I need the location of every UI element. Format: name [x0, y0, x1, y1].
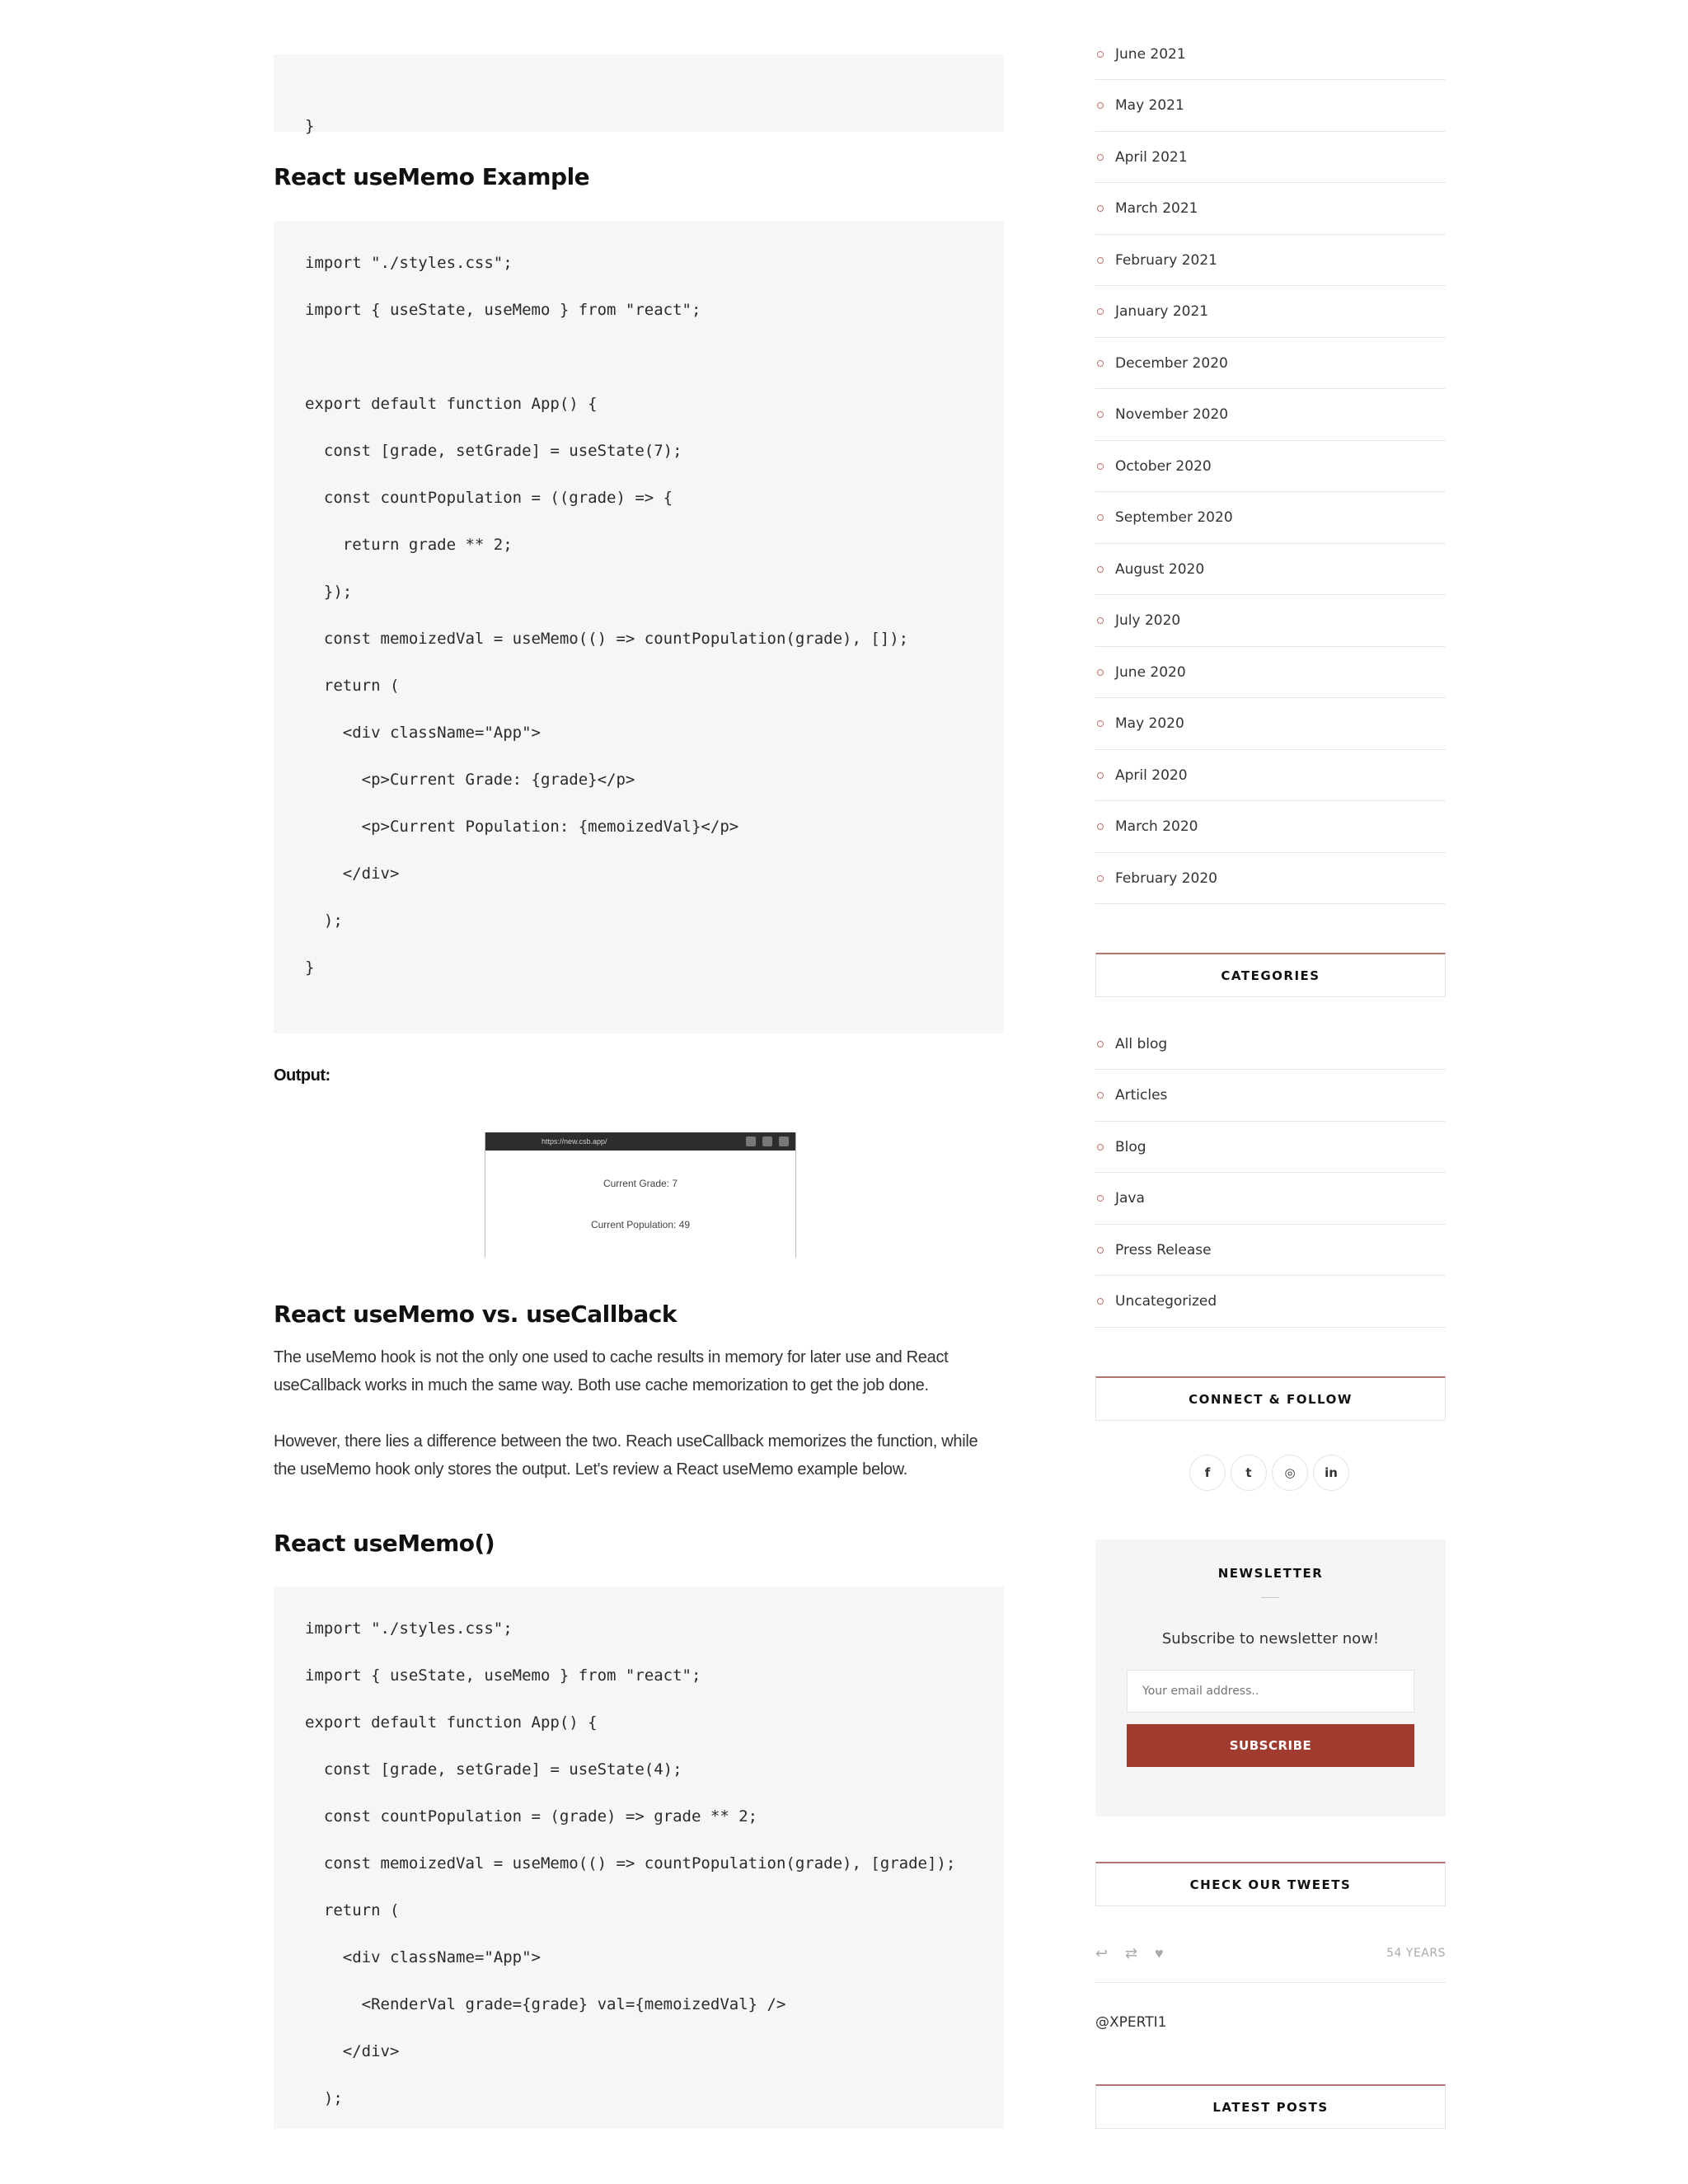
category-item-label: Press Release [1115, 1241, 1212, 1258]
browser-icon [746, 1137, 756, 1146]
archive-item[interactable] [1095, 441, 1446, 492]
archive-item[interactable] [1095, 853, 1446, 904]
bullet-icon [1097, 308, 1104, 315]
archive-item-label: May 2021 [1115, 97, 1184, 114]
code-line: ); [305, 912, 343, 930]
archive-item[interactable] [1095, 596, 1446, 647]
code-line: ); [305, 2089, 343, 2107]
category-item-label: All blog [1115, 1035, 1168, 1052]
code-line: import { useState, useMemo } from "react"; [305, 1666, 701, 1685]
code-line: <div className="App"> [305, 1948, 541, 1966]
archive-item-label: June 2021 [1115, 45, 1186, 63]
archive-item-label: October 2020 [1115, 457, 1212, 475]
archive-item[interactable] [1095, 29, 1446, 80]
facebook-icon[interactable]: f [1189, 1455, 1226, 1491]
code-line: const countPopulation = ((grade) => { [305, 489, 673, 507]
connect-follow-title: CONNECT & FOLLOW [1095, 1376, 1446, 1421]
category-item[interactable] [1095, 1225, 1446, 1276]
archive-item-label: March 2021 [1115, 200, 1198, 217]
reply-icon[interactable]: ↩ [1095, 1945, 1109, 1961]
code-line: <RenderVal grade={grade} val={memoizedVal} /> [305, 1995, 786, 2013]
code-line: <div className="App"> [305, 724, 541, 742]
latest-posts-title: LATEST POSTS [1095, 2084, 1446, 2129]
code-line: const countPopulation = (grade) => grade ** 2; [305, 1807, 758, 1825]
code-block-usememo [274, 1586, 1004, 2129]
code-line [305, 344, 973, 391]
code-line: </div> [305, 865, 400, 883]
code-line: const memoizedVal = useMemo(() => countPopulation(grade), [grade]); [305, 1854, 956, 1872]
code-block-usememo-example [274, 221, 1004, 1033]
bullet-icon [1097, 102, 1104, 109]
code-line: import "./styles.css"; [305, 254, 513, 272]
archive-item[interactable] [1095, 132, 1446, 183]
newsletter-title: NEWSLETTER [1217, 1566, 1324, 1581]
archive-item-label: June 2020 [1115, 663, 1186, 681]
linkedin-icon[interactable]: in [1313, 1455, 1349, 1491]
tweet-time: 54 YEARS [1386, 1947, 1446, 1960]
bullet-icon [1097, 463, 1104, 470]
archive-item-label: March 2020 [1115, 818, 1198, 835]
category-item[interactable] [1095, 1122, 1446, 1173]
archive-item[interactable] [1095, 287, 1446, 338]
bullet-icon [1097, 823, 1104, 830]
like-icon[interactable]: ♥ [1155, 1945, 1164, 1961]
code-line: import "./styles.css"; [305, 1619, 513, 1638]
archive-item-label: April 2021 [1115, 148, 1188, 166]
code-line: const memoizedVal = useMemo(() => countPopulation(grade), []); [305, 630, 909, 648]
categories-title: CATEGORIES [1095, 953, 1446, 997]
archive-item[interactable] [1095, 699, 1446, 750]
archive-item-label: July 2020 [1115, 612, 1181, 629]
category-item[interactable] [1095, 1071, 1446, 1122]
code-line: export default function App() { [305, 395, 598, 413]
code-line: }); [305, 583, 353, 601]
output-grade: Current Grade: 7 [603, 1178, 678, 1189]
bullet-icon [1097, 1092, 1104, 1099]
category-item-label: Java [1115, 1190, 1145, 1207]
tweet-actions [1095, 1937, 1446, 1983]
archive-item[interactable] [1095, 493, 1446, 544]
category-item-label: Uncategorized [1115, 1293, 1217, 1310]
bullet-icon [1097, 154, 1104, 161]
code-line: <p>Current Grade: {grade}</p> [305, 771, 635, 789]
instagram-icon[interactable]: ◎ [1272, 1455, 1308, 1491]
paragraph: However, there lies a difference between the two. Reach useCallback memorizes the function, while the useMemo hook only stores the output. Let's review a React useMemo example below. [274, 1432, 978, 1479]
section-heading: React useMemo Example [274, 163, 590, 190]
social-links [1189, 1455, 1349, 1491]
code-line: return grade ** 2; [305, 536, 513, 554]
twitter-icon[interactable]: t [1231, 1455, 1267, 1491]
section-heading: React useMemo() [274, 1530, 495, 1557]
subscribe-button[interactable]: SUBSCRIBE [1127, 1724, 1414, 1767]
code-line: return ( [305, 1901, 400, 1919]
archive-item-label: November 2020 [1115, 406, 1229, 423]
paragraph: The useMemo hook is not the only one used to cache results in memory for later use and React useCallback works in much the same way. Both use cache memorization to get the job done. [274, 1348, 949, 1394]
archive-item[interactable] [1095, 184, 1446, 235]
browser-icon [779, 1137, 789, 1146]
output-label: Output: [274, 1066, 331, 1085]
archive-item-label: August 2020 [1115, 560, 1205, 578]
bullet-icon [1097, 360, 1104, 367]
bullet-icon [1097, 411, 1104, 418]
section-heading: React useMemo vs. useCallback [274, 1301, 677, 1328]
archive-item[interactable] [1095, 81, 1446, 132]
archive-item[interactable] [1095, 235, 1446, 286]
bullet-icon [1097, 669, 1104, 676]
newsletter-subtitle: Subscribe to newsletter now! [1161, 1630, 1380, 1647]
bullet-icon [1097, 617, 1104, 624]
category-item-label: Blog [1115, 1138, 1146, 1155]
browser-url: https://new.csb.app/ [542, 1137, 607, 1146]
archive-item-label: April 2020 [1115, 766, 1188, 784]
code-line: const [grade, setGrade] = useState(7); [305, 442, 682, 460]
bullet-icon [1097, 720, 1104, 727]
bullet-icon [1097, 772, 1104, 779]
bullet-icon [1097, 875, 1104, 882]
code-line: return ( [305, 677, 400, 695]
archive-item-label: May 2020 [1115, 715, 1184, 732]
archive-item[interactable] [1095, 390, 1446, 441]
bullet-icon [1097, 51, 1104, 58]
output-screenshot [485, 1132, 796, 1258]
code-line: const [grade, setGrade] = useState(4); [305, 1760, 682, 1779]
archive-item-label: January 2021 [1115, 303, 1209, 320]
bullet-icon [1097, 514, 1104, 521]
archive-item[interactable] [1095, 647, 1446, 698]
email-input[interactable] [1127, 1670, 1414, 1713]
code-line: } [305, 117, 315, 135]
archive-item-label: December 2020 [1115, 354, 1228, 372]
archive-item-label: February 2021 [1115, 251, 1217, 269]
retweet-icon[interactable]: ⇄ [1125, 1945, 1138, 1961]
code-block-tail [274, 54, 1004, 135]
bullet-icon [1097, 1247, 1104, 1254]
bullet-icon [1097, 566, 1104, 573]
archive-item[interactable] [1095, 750, 1446, 801]
archive-item[interactable] [1095, 802, 1446, 853]
code-line: } [305, 958, 315, 977]
bullet-icon [1097, 1041, 1104, 1047]
code-line: </div> [305, 2042, 400, 2060]
code-line: <p>Current Population: {memoizedVal}</p> [305, 818, 739, 836]
category-item[interactable] [1095, 1174, 1446, 1225]
bullet-icon [1097, 1144, 1104, 1151]
divider [1261, 1597, 1279, 1598]
archive-item[interactable] [1095, 338, 1446, 389]
category-item[interactable] [1095, 1019, 1446, 1070]
code-line: import { useState, useMemo } from "react"; [305, 301, 701, 319]
bullet-icon [1097, 257, 1104, 264]
browser-icon [762, 1137, 772, 1146]
bullet-icon [1097, 205, 1104, 212]
code-line: export default function App() { [305, 1713, 598, 1732]
tweets-title: CHECK OUR TWEETS [1095, 1862, 1446, 1906]
archive-item-label: September 2020 [1115, 509, 1233, 526]
category-item-label: Articles [1115, 1087, 1168, 1104]
archive-item-label: February 2020 [1115, 869, 1217, 887]
browser-bar [485, 1132, 795, 1151]
bullet-icon [1097, 1298, 1104, 1305]
bullet-icon [1097, 1195, 1104, 1202]
archive-item[interactable] [1095, 544, 1446, 595]
output-population: Current Population: 49 [590, 1219, 691, 1230]
category-item[interactable] [1095, 1277, 1446, 1328]
twitter-handle[interactable]: @XPERTI1 [1095, 2014, 1167, 2031]
newsletter-widget [1095, 1540, 1446, 1816]
